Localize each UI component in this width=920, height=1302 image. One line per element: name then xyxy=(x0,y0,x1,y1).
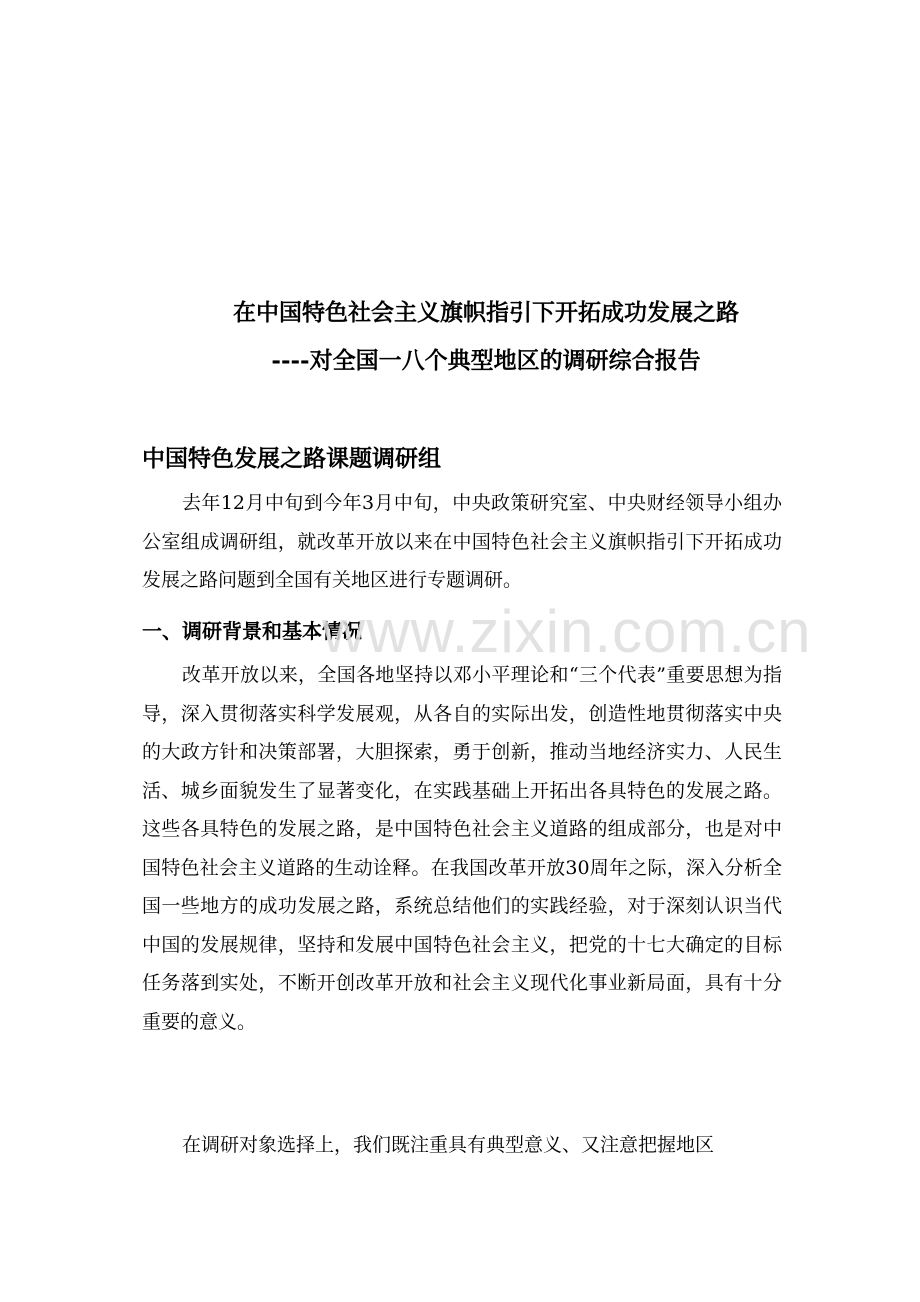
document-title: 在中国特色社会主义旗帜指引下开拓成功发展之路 xyxy=(233,299,739,326)
section-1-paragraph-2: 在调研对象选择上，我们既注重具有典型意义、又注意把握地区 xyxy=(182,1134,715,1156)
intro-paragraph: 去年12月中旬到今年3月中旬，中央政策研究室、中央财经领导小组办公室组成调研组，就改革开放以来在中国特色社会主义旗帜指引下开拓成功发展之路问题到全国有关地区进行专题调研。 xyxy=(142,492,782,591)
author-line: 中国特色发展之路课题调研组 xyxy=(142,445,441,472)
section-1-paragraph-1: 改革开放以来，全国各地坚持以邓小平理论和“三个代表”重要思想为指导，深入贯彻落实科学发展观，从各自的实际出发，创造性地贯彻落实中央的大政方针和决策部署，大胆探索，勇于创新，推动当地经济实力、人民生活、城乡面貌发生了显著变化，在实践基础上开拓出各具特色的发展之路。这些各具特色的发展之路，是中国特色社会主义道路的组成部分，也是对中国特色社会主义道路的生动诠释。在我国改革开放30周年之际，深入分析全国一些地方的成功发展之路，系统总结他们的实践经验，对于深刻认识当代中国的发展规律，坚持和发展中国特色社会主义，把党的十七大确定的目标任务落到实处，不断开创改革开放和社会主义现代化事业新局面，具有十分重要的意义。 xyxy=(142,664,782,1033)
document-subtitle: ----对全国一八个典型地区的调研综合报告 xyxy=(271,347,701,374)
watermark: www.zixin.com.cn xyxy=(322,598,812,665)
section-1-heading: 一、调研背景和基本情况 xyxy=(142,619,362,643)
